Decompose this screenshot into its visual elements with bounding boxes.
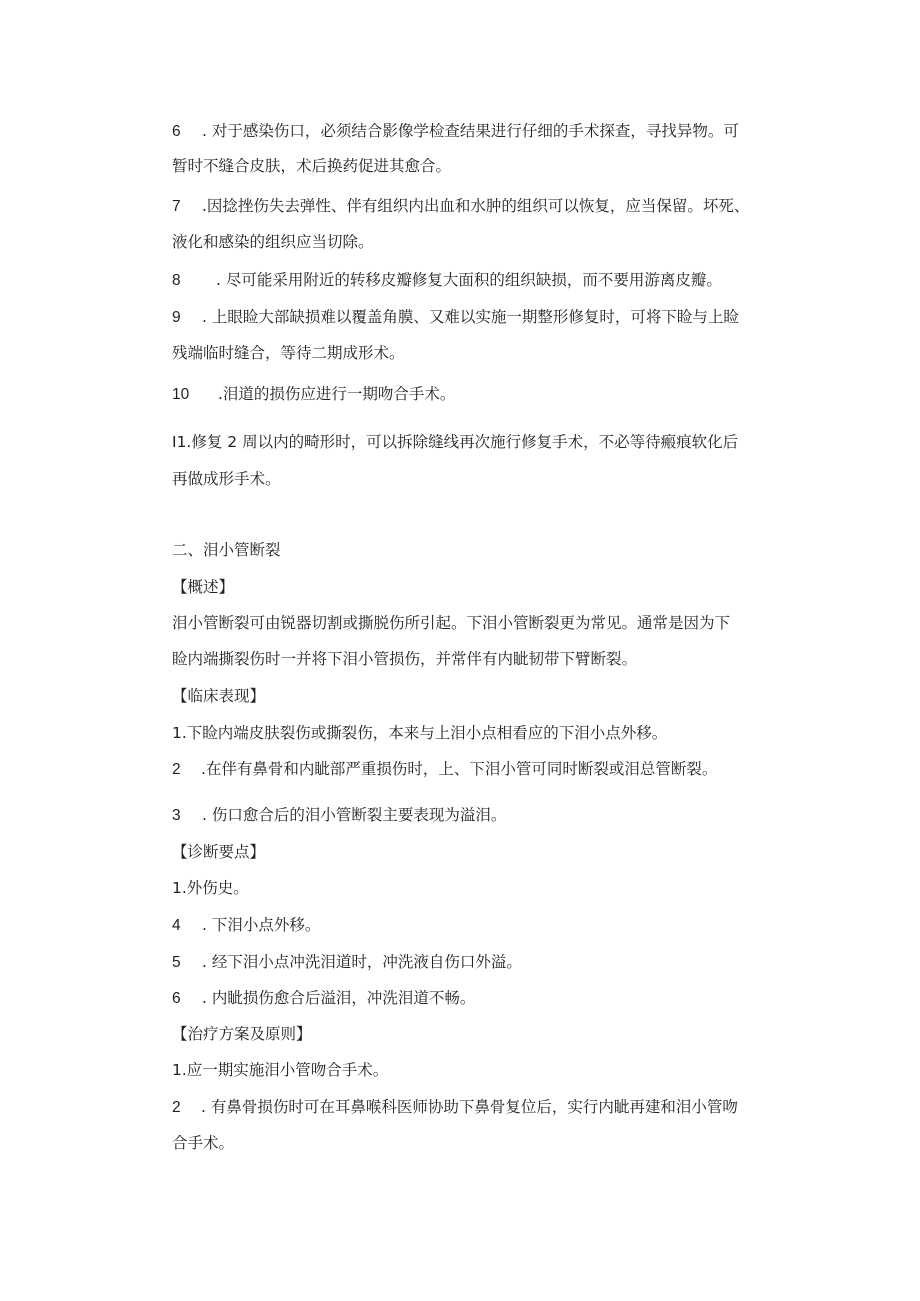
diagnosis-item-6: 6 . 内眦损伤愈合后溢泪，冲洗泪道不畅。 <box>172 989 476 1007</box>
treatment-item-2-line-2: 合手术。 <box>172 1134 235 1152</box>
list-item-9-line-2: 残端临时缝合，等待二期成形术。 <box>172 344 405 362</box>
list-item-6-line-1: 6 . 对于感染伤口，必须结合影像学检查结果进行仔细的手术探查，寻找异物。可 <box>172 122 739 140</box>
list-item-7-line-1: 7 .因捻挫伤失去弹性、伴有组织内出血和水肿的组织可以恢复，应当保留。坏死、 <box>172 197 750 215</box>
treatment-item-1: 1.应一期实施泪小管吻合手术。 <box>172 1061 389 1079</box>
diagnosis-item-5: 5 . 经下泪小点冲洗泪道时，冲洗液自伤口外溢。 <box>172 953 522 971</box>
item-number: 4 <box>172 917 181 934</box>
list-item-8-line-1: 8 . 尽可能采用附近的转移皮瓣修复大面积的组织缺损，而不要用游离皮瓣。 <box>172 271 722 289</box>
item-number: 2 <box>172 1099 181 1116</box>
list-item-7-line-2: 液化和感染的组织应当切除。 <box>172 233 374 251</box>
overview-heading: 【概述】 <box>172 578 235 596</box>
list-item-6-line-2: 暂时不缝合皮肤，术后换药促进其愈合。 <box>172 157 452 175</box>
treatment-heading: 【治疗方案及原则】 <box>172 1025 312 1043</box>
list-item-11-line-2: 再做成形手术。 <box>172 470 281 488</box>
clinical-item-1: 1.下睑内端皮肤裂伤或撕裂伤，本来与上泪小点相看应的下泪小点外移。 <box>172 724 668 742</box>
list-item-9-line-1: 9 . 上眼睑大部缺损难以覆盖角膜、又难以实施一期整形修复时，可将下睑与上睑 <box>172 308 739 326</box>
list-item-10-line-1: 10 .泪道的损伤应进行一期吻合手术。 <box>172 385 456 403</box>
item-number: 8 <box>172 272 181 289</box>
item-number: 10 <box>172 386 190 403</box>
diagnosis-heading: 【诊断要点】 <box>172 843 266 861</box>
item-number: 2 <box>172 761 181 778</box>
overview-line-1: 泪小管断裂可由锐器切割或撕脱伤所引起。下泪小管断裂更为常见。通常是因为下 <box>172 614 731 632</box>
item-number: 9 <box>172 309 181 326</box>
diagnosis-item-4: 4 . 下泪小点外移。 <box>172 916 321 934</box>
section-title: 二、泪小管断裂 <box>172 541 281 559</box>
clinical-item-3: 3 . 伤口愈合后的泪小管断裂主要表现为溢泪。 <box>172 806 507 824</box>
item-number: 6 <box>172 990 181 1007</box>
overview-line-2: 睑内端撕裂伤时一并将下泪小管损伤，并常伴有内眦韧带下臂断裂。 <box>172 650 638 668</box>
list-item-11-line-1: I1.修复 2 周以内的畸形时，可以拆除缝线再次施行修复手术，不必等待瘢痕软化后 <box>172 433 739 451</box>
diagnosis-item-1: 1.外伤史。 <box>172 879 249 897</box>
item-number: 5 <box>172 954 181 971</box>
treatment-item-2-line-1: 2 . 有鼻骨损伤时可在耳鼻喉科医师协助下鼻骨复位后，实行内眦再建和泪小管吻 <box>172 1098 738 1116</box>
item-number: 3 <box>172 807 181 824</box>
clinical-heading: 【临床表现】 <box>172 687 266 705</box>
item-number: 7 <box>172 198 181 215</box>
item-number: 6 <box>172 123 181 140</box>
clinical-item-2: 2 .在伴有鼻骨和内眦部严重损伤时，上、下泪小管可同时断裂或泪总管断裂。 <box>172 760 718 778</box>
